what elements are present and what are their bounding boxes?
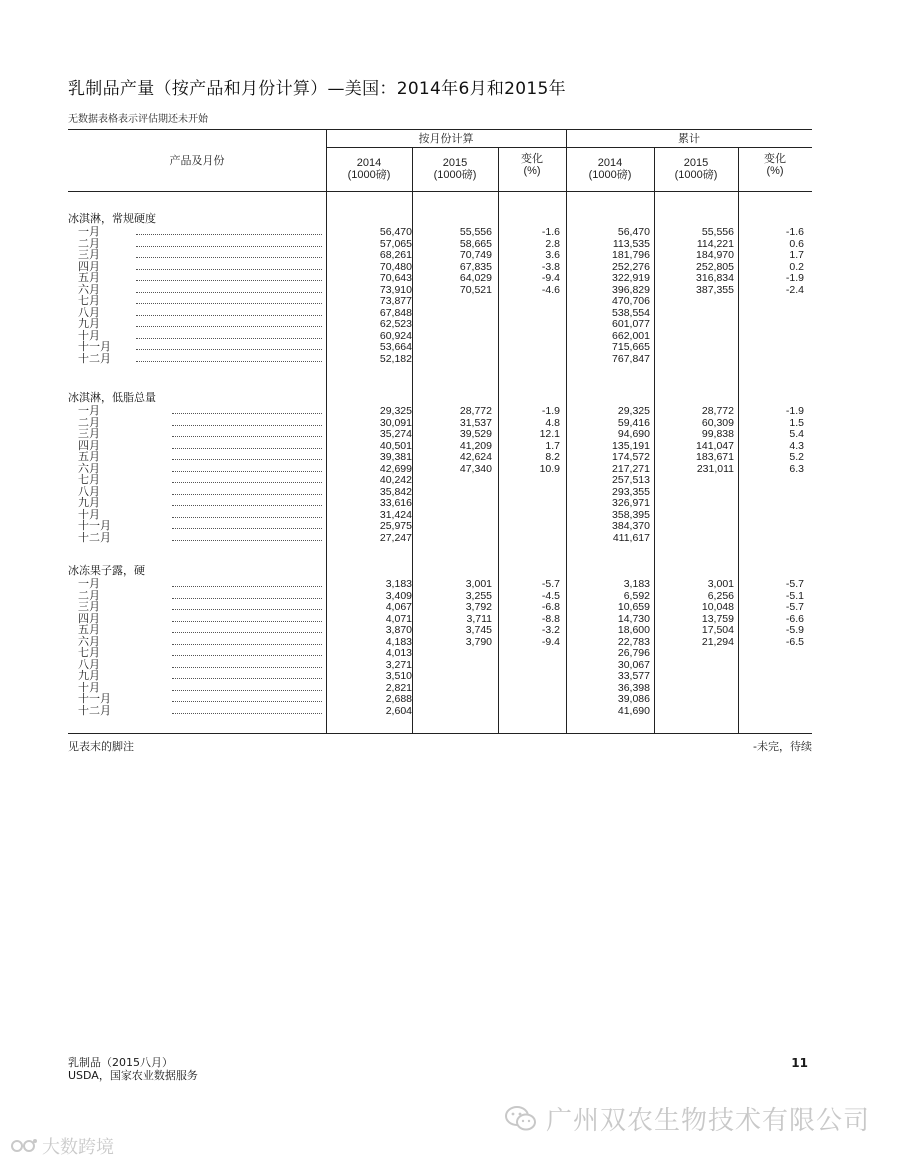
- month-label: 十一月: [78, 341, 111, 353]
- table-cell: 28,772: [459, 405, 492, 417]
- table-cell: 57,065: [379, 237, 412, 250]
- table-cell: 8.2: [545, 451, 560, 463]
- table-cell: 252,276: [612, 260, 650, 273]
- table-cell: -3.8: [541, 260, 560, 273]
- table-cell: 3,255: [465, 589, 492, 602]
- table-cell: 73,910: [379, 283, 412, 296]
- table-cell: -1.6: [541, 226, 560, 238]
- table-top-rule: [68, 129, 812, 130]
- table-cell: 10.9: [539, 462, 560, 475]
- leader-dots: [172, 448, 322, 449]
- group-header-cumulative: 累计: [678, 133, 700, 145]
- table-row: [68, 625, 812, 636]
- leader-dots: [172, 667, 322, 668]
- table-cell: 3,183: [623, 578, 650, 590]
- table-cell: 715,665: [612, 341, 650, 353]
- leader-dots: [136, 234, 322, 235]
- table-row: [68, 250, 812, 261]
- month-label: 十二月: [78, 352, 111, 365]
- group-header-rule: [326, 147, 812, 148]
- table-cell: 14,730: [617, 612, 650, 625]
- table-cell: 25,975: [379, 520, 412, 532]
- month-label: 二月: [78, 589, 100, 602]
- table-cell: -5.7: [785, 578, 804, 590]
- leader-dots: [172, 655, 322, 656]
- col-header-cum-2014: [566, 157, 654, 181]
- month-label: 一月: [78, 226, 100, 238]
- table-cell: 601,077: [612, 318, 650, 330]
- table-cell: -8.8: [541, 612, 560, 625]
- table-cell: 293,355: [612, 485, 650, 498]
- watermark-company: [504, 1100, 870, 1137]
- col-header-year: 变化: [764, 153, 786, 165]
- leader-dots: [136, 269, 322, 270]
- leader-dots: [136, 338, 322, 339]
- watermark-brand-text: 大数跨境: [42, 1137, 114, 1158]
- month-label: 八月: [78, 658, 100, 671]
- month-label: 九月: [78, 318, 100, 330]
- table-cell: 33,616: [379, 497, 412, 509]
- leader-dots: [172, 528, 322, 529]
- table-row: [68, 648, 812, 659]
- continued-note: -未完，待续: [753, 740, 812, 753]
- table-cell: 2,821: [385, 681, 412, 694]
- group-header-monthly: 按月份计算: [418, 133, 474, 145]
- col-header-unit: (1000磅): [588, 169, 632, 181]
- table-cell: 4,067: [385, 601, 412, 613]
- table-cell: 411,617: [612, 531, 650, 544]
- month-label: 三月: [78, 601, 100, 613]
- leader-dots: [172, 632, 322, 633]
- leader-dots: [172, 678, 322, 679]
- table-cell: 58,665: [459, 237, 492, 250]
- table-row: [68, 239, 812, 250]
- month-label: 七月: [78, 295, 100, 307]
- table-row: [68, 354, 812, 365]
- month-label: 五月: [78, 451, 100, 463]
- table-cell: 135,191: [612, 439, 650, 452]
- table-cell: 183,671: [696, 451, 734, 463]
- table-cell: 2,688: [385, 693, 412, 705]
- month-label: 十一月: [78, 693, 111, 705]
- table-cell: -6.8: [541, 601, 560, 613]
- table-cell: 22,783: [617, 635, 650, 648]
- table-cell: 29,325: [617, 405, 650, 417]
- table-row: [68, 262, 812, 273]
- table-cell: 47,340: [459, 462, 492, 475]
- table-cell: 70,643: [379, 272, 412, 284]
- table-cell: 2,604: [385, 704, 412, 717]
- table-row: [68, 429, 812, 440]
- table-cell: 18,600: [617, 624, 650, 636]
- leader-dots: [172, 517, 322, 518]
- table-cell: 6,256: [707, 589, 734, 602]
- table-cell: 5.4: [789, 428, 804, 440]
- col-header-unit: (1000磅): [433, 169, 477, 181]
- table-row: [68, 452, 812, 463]
- table-cell: 33,577: [617, 670, 650, 682]
- table-row: [68, 342, 812, 353]
- table-cell: 39,529: [459, 428, 492, 440]
- table-cell: 5.2: [789, 451, 804, 463]
- table-cell: 60,309: [701, 416, 734, 429]
- wechat-icon: [504, 1105, 538, 1133]
- month-label: 四月: [78, 439, 100, 452]
- table-row: [68, 487, 812, 498]
- table-cell: 55,556: [459, 226, 492, 238]
- table-cell: 231,011: [696, 462, 734, 475]
- table-cell: -6.5: [785, 635, 804, 648]
- table-cell: -1.9: [541, 405, 560, 417]
- table-cell: 3.6: [545, 249, 560, 261]
- month-label: 十二月: [78, 531, 111, 544]
- table-cell: 181,796: [612, 249, 650, 261]
- table-cell: 55,556: [701, 226, 734, 238]
- table-cell: 3,271: [385, 658, 412, 671]
- table-cell: 217,271: [612, 462, 650, 475]
- leader-dots: [136, 246, 322, 247]
- table-row: [68, 602, 812, 613]
- table-row: [68, 273, 812, 284]
- table-cell: 4,183: [385, 635, 412, 648]
- table-cell: -6.6: [785, 612, 804, 625]
- table-row: [68, 319, 812, 330]
- leader-dots: [172, 609, 322, 610]
- leader-dots: [172, 459, 322, 460]
- table-cell: 70,480: [379, 260, 412, 273]
- month-label: 八月: [78, 485, 100, 498]
- table-cell: 59,416: [617, 416, 650, 429]
- header-bottom-rule: [68, 191, 812, 192]
- table-row: [68, 296, 812, 307]
- table-cell: 3,409: [385, 589, 412, 602]
- table-cell: 3,001: [465, 578, 492, 590]
- table-cell: 31,424: [379, 508, 412, 521]
- leader-dots: [136, 280, 322, 281]
- leader-dots: [136, 349, 322, 350]
- leader-dots: [172, 505, 322, 506]
- table-cell: 56,470: [617, 226, 650, 238]
- table-cell: 1.7: [789, 249, 804, 261]
- table-row: [68, 510, 812, 521]
- col-header-year: 2014: [356, 157, 382, 169]
- table-cell: -5.9: [785, 624, 804, 636]
- table-cell: 30,067: [617, 658, 650, 671]
- month-label: 十月: [78, 508, 100, 521]
- table-cell: 6,592: [623, 589, 650, 602]
- table-cell: 64,029: [459, 272, 492, 284]
- month-label: 一月: [78, 405, 100, 417]
- table-cell: -5.7: [785, 601, 804, 613]
- table-row: [68, 441, 812, 452]
- table-cell: 35,842: [379, 485, 412, 498]
- table-cell: 2.8: [545, 237, 560, 250]
- month-label: 二月: [78, 237, 100, 250]
- col-header-year: 2015: [442, 157, 468, 169]
- table-row: [68, 285, 812, 296]
- table-footnote: 见表末的脚注: [68, 740, 134, 753]
- leader-dots: [172, 494, 322, 495]
- table-cell: 67,835: [459, 260, 492, 273]
- month-label: 九月: [78, 497, 100, 509]
- leader-dots: [172, 482, 322, 483]
- table-cell: 3,711: [466, 612, 492, 625]
- table-cell: 3,792: [465, 601, 492, 613]
- table-cell: 141,047: [696, 439, 734, 452]
- table-cell: -4.6: [541, 283, 560, 296]
- leader-dots: [172, 436, 322, 437]
- table-cell: 113,535: [612, 237, 650, 250]
- table-cell: 36,398: [617, 681, 650, 694]
- leader-dots: [136, 315, 322, 316]
- table-cell: 30,091: [379, 416, 412, 429]
- table-row: [68, 308, 812, 319]
- col-header-unit: (%): [766, 165, 784, 177]
- section-title: 冰淇淋，常规硬度: [68, 213, 156, 225]
- table-cell: 52,182: [379, 352, 412, 365]
- leader-dots: [172, 540, 322, 541]
- leader-dots: [136, 361, 322, 362]
- table-cell: 3,183: [385, 578, 412, 590]
- table-cell: -5.1: [785, 589, 804, 602]
- table-cell: -5.7: [541, 578, 560, 590]
- col-header-2015: [412, 157, 498, 181]
- table-cell: 326,971: [612, 497, 650, 509]
- table-cell: 12.1: [539, 428, 560, 440]
- table-cell: 1.5: [789, 416, 804, 429]
- table-cell: 26,796: [617, 647, 650, 659]
- table-row: [68, 660, 812, 671]
- table-bottom-rule: [68, 733, 812, 734]
- leader-dots: [136, 292, 322, 293]
- table-cell: 10,659: [617, 601, 650, 613]
- col-label-header: 产品及月份: [169, 155, 225, 167]
- col-header-year: 2014: [597, 157, 623, 169]
- leader-dots: [172, 413, 322, 414]
- table-cell: 62,523: [379, 318, 412, 330]
- leader-dots: [136, 303, 322, 304]
- table-cell: 29,325: [379, 405, 412, 417]
- table-cell: 40,242: [379, 474, 412, 486]
- table-cell: -1.6: [785, 226, 804, 238]
- table-row: [68, 464, 812, 475]
- month-label: 十月: [78, 329, 100, 342]
- table-cell: -1.9: [785, 405, 804, 417]
- leader-dots: [172, 598, 322, 599]
- month-label: 十二月: [78, 704, 111, 717]
- col-header-change: [498, 153, 566, 177]
- table-cell: 396,829: [612, 283, 650, 296]
- footer-agency: USDA，国家农业数据服务: [68, 1069, 198, 1082]
- table-cell: 358,395: [612, 508, 650, 521]
- table-row: [68, 671, 812, 682]
- leader-dots: [172, 586, 322, 587]
- table-row: [68, 591, 812, 602]
- table-cell: -2.4: [785, 283, 804, 296]
- table-row: [68, 579, 812, 590]
- table-cell: 94,690: [617, 428, 650, 440]
- month-label: 四月: [78, 612, 100, 625]
- leader-dots: [172, 621, 322, 622]
- table-cell: 35,274: [379, 428, 412, 440]
- table-cell: -9.4: [541, 272, 560, 284]
- page-title: 乳制品产量（按产品和月份计算）—美国：2014年6月和2015年: [68, 79, 566, 99]
- month-label: 一月: [78, 578, 100, 590]
- col-header-year: 变化: [521, 153, 543, 165]
- table-cell: 31,537: [459, 416, 492, 429]
- table-cell: 3,001: [707, 578, 734, 590]
- table-cell: 40,501: [379, 439, 412, 452]
- table-cell: 67,848: [379, 306, 412, 319]
- leader-dots: [136, 326, 322, 327]
- table-cell: -3.2: [541, 624, 560, 636]
- table-row: [68, 331, 812, 342]
- table-cell: 42,624: [459, 451, 492, 463]
- table-cell: 174,572: [612, 451, 650, 463]
- month-label: 五月: [78, 272, 100, 284]
- section-title: 冰淇淋，低脂总量: [68, 392, 156, 404]
- table-cell: 3,745: [465, 624, 492, 636]
- table-row: [68, 406, 812, 417]
- table-cell: 3,790: [465, 635, 492, 648]
- section-title: 冰冻果子露，硬: [68, 565, 145, 577]
- table-cell: -1.9: [785, 272, 804, 284]
- table-cell: 53,664: [379, 341, 412, 353]
- col-header-cum-change: [738, 153, 812, 177]
- watermark-company-text: 广州双农生物技术有限公司: [545, 1106, 870, 1136]
- col-header-unit: (%): [523, 165, 541, 177]
- month-label: 十月: [78, 681, 100, 694]
- table-cell: 99,838: [701, 428, 734, 440]
- table-cell: 4,071: [385, 612, 412, 625]
- table-cell: 73,877: [379, 295, 412, 307]
- table-cell: 387,355: [696, 283, 734, 296]
- table-cell: 767,847: [612, 352, 650, 365]
- month-label: 十一月: [78, 520, 111, 532]
- leader-dots: [172, 701, 322, 702]
- table-cell: 41,690: [617, 704, 650, 717]
- table-row: [68, 533, 812, 544]
- month-label: 六月: [78, 635, 100, 648]
- month-label: 六月: [78, 283, 100, 296]
- month-label: 四月: [78, 260, 100, 273]
- table-cell: -9.4: [541, 635, 560, 648]
- table-cell: 6.3: [789, 462, 804, 475]
- month-label: 三月: [78, 249, 100, 261]
- table-row: [68, 475, 812, 486]
- table-cell: 538,554: [612, 306, 650, 319]
- month-label: 九月: [78, 670, 100, 682]
- month-label: 八月: [78, 306, 100, 319]
- table-cell: 56,470: [379, 226, 412, 238]
- table-cell: 470,706: [612, 295, 650, 307]
- table-row: [68, 521, 812, 532]
- table-row: [68, 637, 812, 648]
- table-cell: 322,919: [612, 272, 650, 284]
- table-row: [68, 694, 812, 705]
- table-cell: 21,294: [701, 635, 734, 648]
- kol-logo-icon: [10, 1136, 38, 1156]
- table-cell: 257,513: [612, 474, 650, 486]
- leader-dots: [172, 644, 322, 645]
- page-subtitle: 无数据表格表示评估期还未开始: [68, 114, 208, 125]
- leader-dots: [172, 690, 322, 691]
- leader-dots: [172, 713, 322, 714]
- month-label: 二月: [78, 416, 100, 429]
- table-cell: 252,805: [696, 260, 734, 273]
- leader-dots: [172, 471, 322, 472]
- table-cell: 4.3: [789, 439, 804, 452]
- table-cell: 184,970: [696, 249, 734, 261]
- col-header-cum-2015: [654, 157, 738, 181]
- leader-dots: [172, 425, 322, 426]
- table-cell: 70,749: [459, 249, 492, 261]
- table-cell: 114,221: [696, 237, 734, 250]
- table-cell: 4,013: [385, 647, 412, 659]
- table-cell: -4.5: [541, 589, 560, 602]
- table-cell: 0.6: [789, 237, 804, 250]
- watermark-brand: [10, 1133, 114, 1159]
- table-row: [68, 227, 812, 238]
- month-label: 六月: [78, 462, 100, 475]
- table-cell: 13,759: [701, 612, 734, 625]
- table-row: [68, 683, 812, 694]
- month-label: 七月: [78, 647, 100, 659]
- table-cell: 70,521: [459, 283, 492, 296]
- production-table: [68, 129, 812, 733]
- table-cell: 10,048: [701, 601, 734, 613]
- table-row: [68, 614, 812, 625]
- table-cell: 39,086: [617, 693, 650, 705]
- footer-publication: 乳制品（2015八月）: [68, 1056, 173, 1069]
- table-cell: 42,699: [379, 462, 412, 475]
- table-cell: 28,772: [701, 405, 734, 417]
- col-header-unit: (1000磅): [347, 169, 391, 181]
- table-row: [68, 498, 812, 509]
- table-cell: 39,381: [379, 451, 412, 463]
- table-cell: 68,261: [379, 249, 412, 261]
- month-label: 七月: [78, 474, 100, 486]
- table-cell: 3,870: [385, 624, 412, 636]
- month-label: 三月: [78, 428, 100, 440]
- table-cell: 662,001: [612, 329, 650, 342]
- leader-dots: [136, 257, 322, 258]
- page-number: 11: [791, 1056, 808, 1070]
- table-row: [68, 418, 812, 429]
- table-cell: 60,924: [379, 329, 412, 342]
- table-cell: 1.7: [545, 439, 560, 452]
- col-header-unit: (1000磅): [674, 169, 718, 181]
- table-cell: 27,247: [379, 531, 412, 544]
- table-cell: 17,504: [701, 624, 734, 636]
- month-label: 五月: [78, 624, 100, 636]
- table-row: [68, 706, 812, 717]
- table-cell: 4.8: [545, 416, 560, 429]
- col-header-year: 2015: [683, 157, 709, 169]
- table-cell: 316,834: [696, 272, 734, 284]
- table-cell: 384,370: [612, 520, 650, 532]
- table-cell: 3,510: [385, 670, 412, 682]
- table-cell: 0.2: [789, 260, 804, 273]
- col-header-2014: [326, 157, 412, 181]
- table-cell: 41,209: [459, 439, 492, 452]
